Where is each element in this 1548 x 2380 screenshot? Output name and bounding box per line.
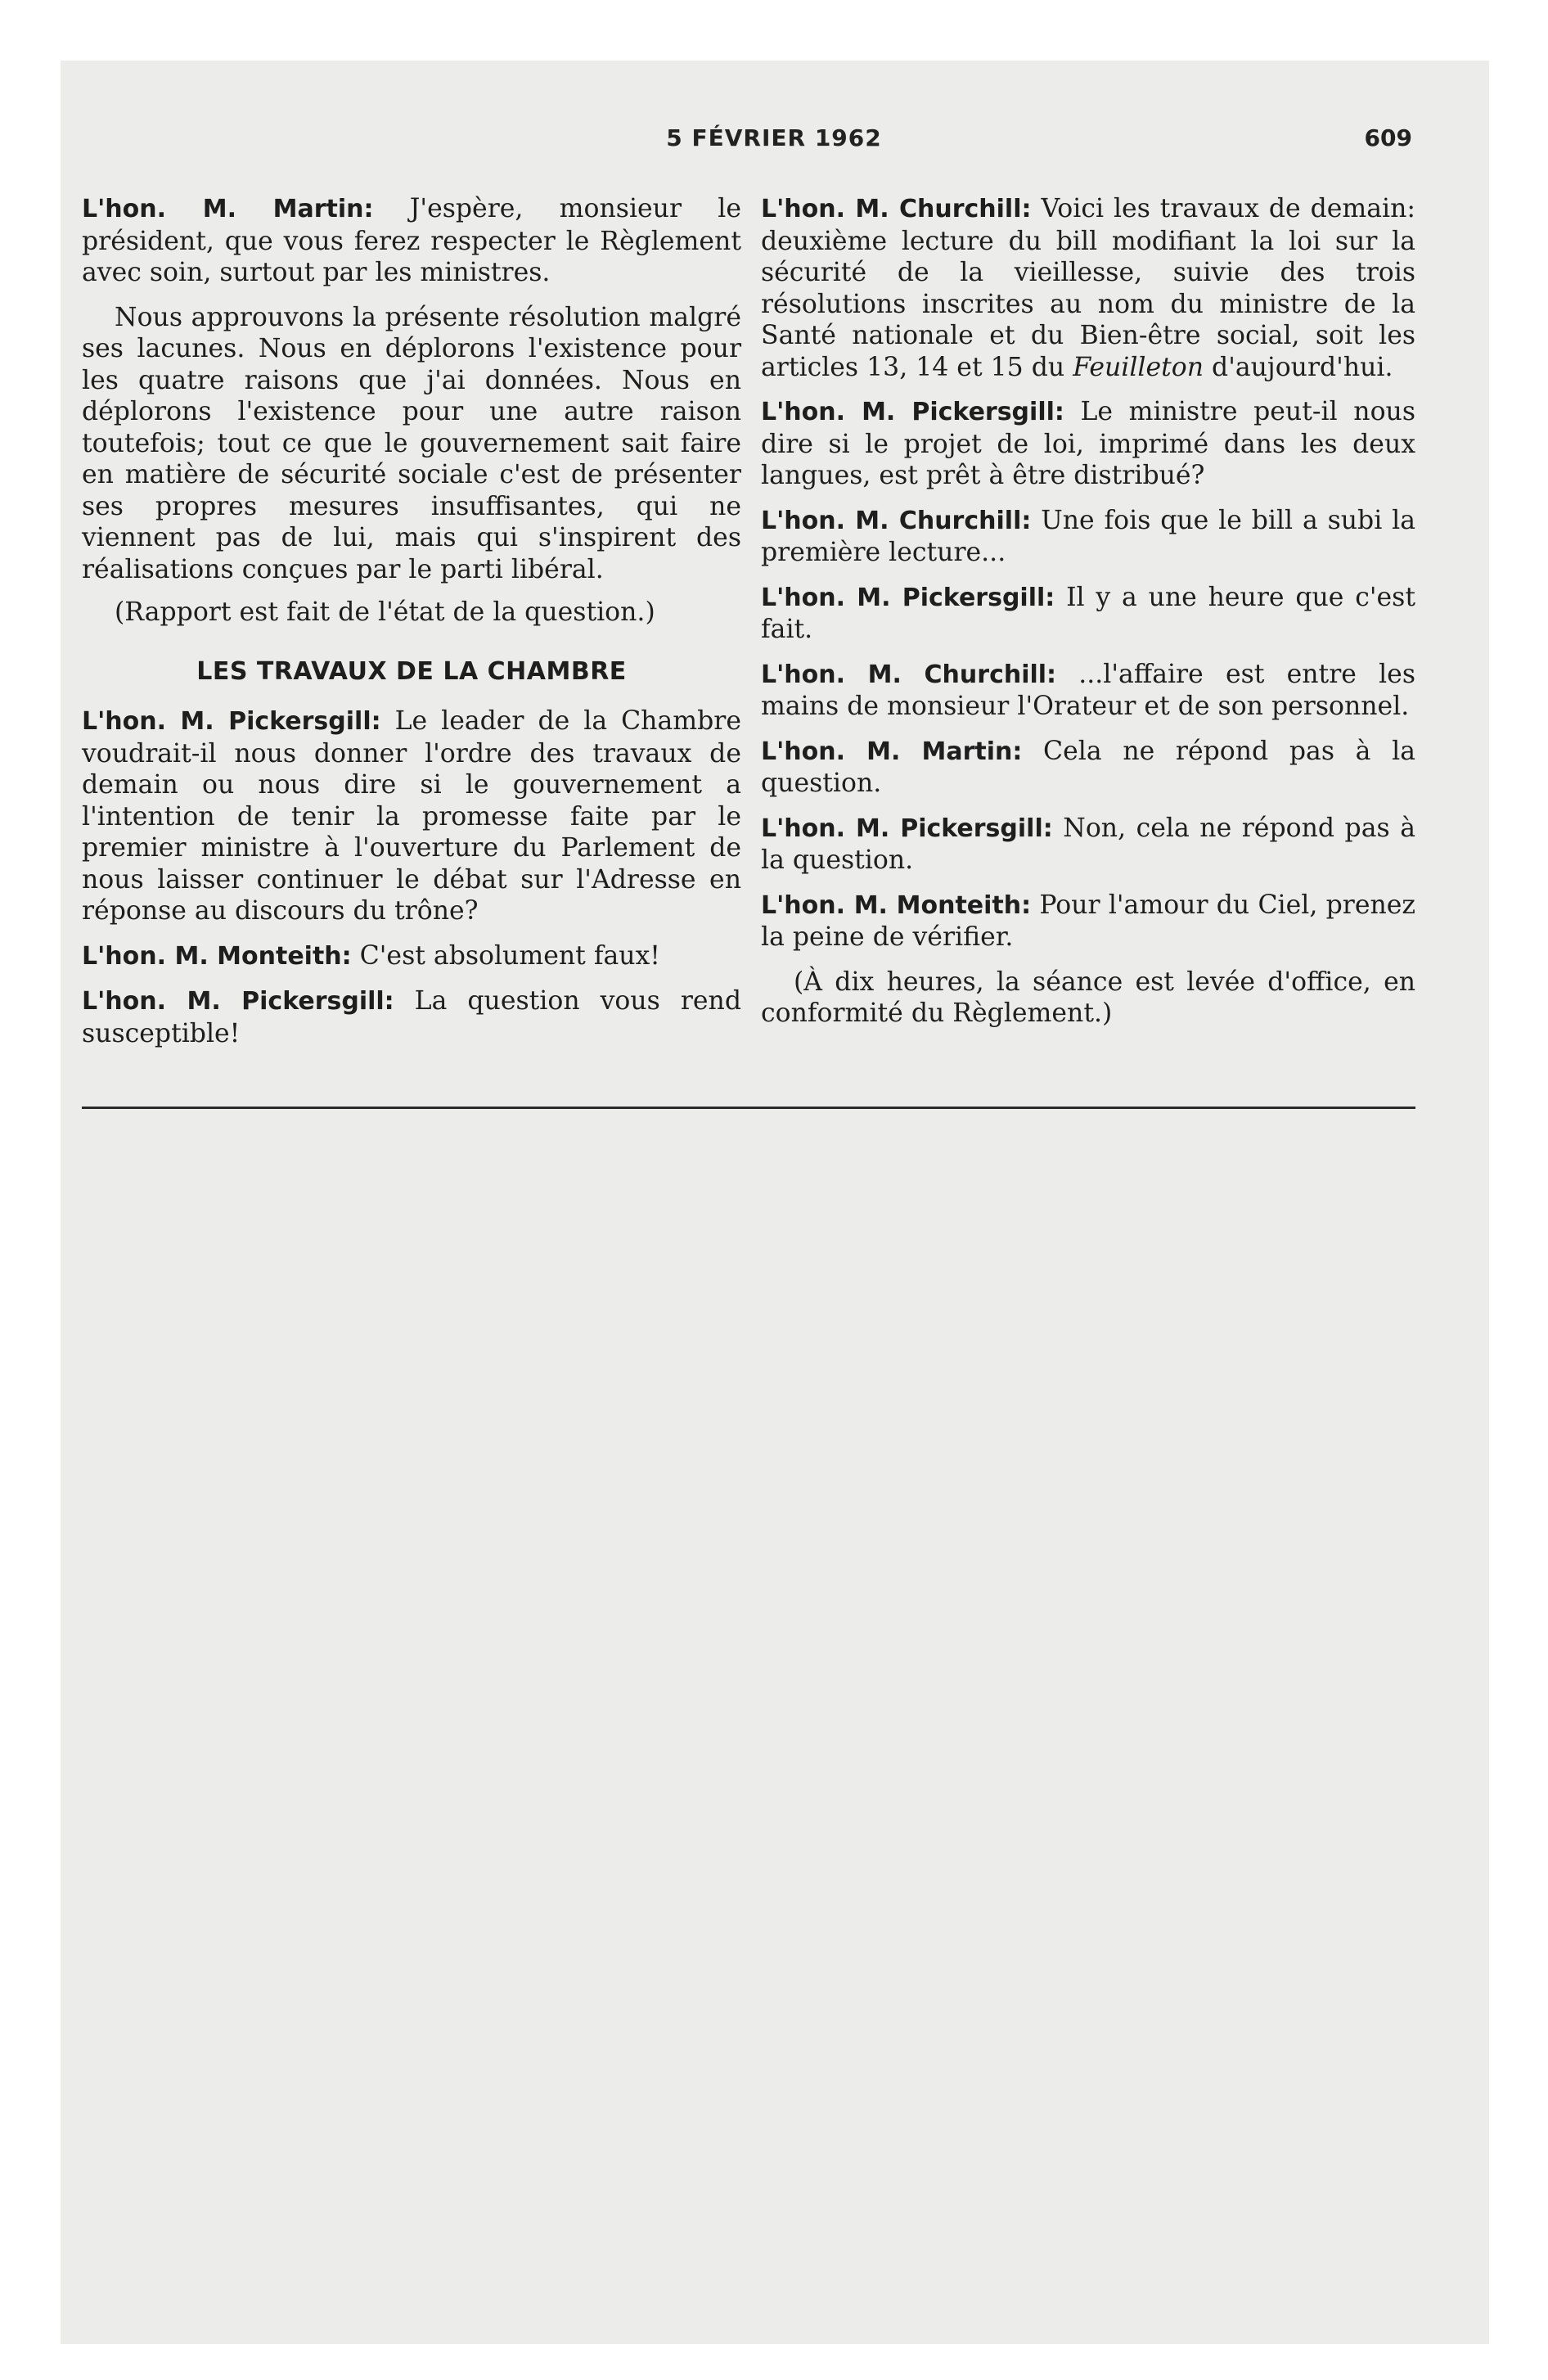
speaker-name: L'hon. M. Monteith: [761, 890, 1032, 920]
speech-text: La question vous rend susceptible! [82, 986, 741, 1048]
speech-text: Le leader de la Chambre voudrait-il nous donner l'ordre des travaux de demain ou nous dire si le gouvernement a l'intention de tenir la promesse faite par le premier ministre à l'ouverture du Parlement de nous laisser continuer le débat sur l'Adresse en réponse au discours du trône? [82, 706, 741, 926]
speech-churchill [761, 505, 1415, 569]
paragraph: Nous approuvons la présente résolution malgré ses lacunes. Nous en déplorons l'existence pour les quatre raisons que j'ai données. Nous en déplorons l'existence pour une autre raison toutefois; tout ce que le gouvernement sait faire en matière de sécurité sociale c'est de présenter ses propres mesures insuffisantes, qui ne viennent pas de lui, mais qui s'inspirent des réalisations conçues par le parti libéral. [82, 302, 741, 584]
horizontal-rule [82, 1107, 1415, 1109]
speech-text: Une fois que le bill a subi la première lecture... [761, 505, 1415, 567]
speech-monteith [82, 940, 741, 973]
speaker-name: L'hon. M. Churchill: [761, 506, 1032, 535]
speech-text: Le ministre peut-il nous dire si le projet de loi, imprimé dans les deux langues, est prêt à être distribué? [761, 397, 1415, 490]
speech-text: Cela ne répond pas à la question. [761, 736, 1415, 798]
speaker-name: L'hon. M. Churchill: [761, 195, 1032, 223]
speaker-name: L'hon. M. Monteith: [82, 941, 352, 971]
speech-pickersgill [761, 396, 1415, 492]
speech-text: d'aujourd'hui. [1204, 352, 1393, 382]
right-column [761, 193, 1415, 1041]
speaker-name: L'hon. M. Martin: [82, 195, 374, 223]
speaker-name: L'hon. M. Churchill: [761, 660, 1057, 689]
speech-pickersgill [761, 813, 1415, 877]
speaker-name: L'hon. M. Pickersgill: [761, 398, 1064, 426]
speech-text: Non, cela ne répond pas à la question. [761, 813, 1415, 875]
speech-martin [82, 193, 741, 289]
page-header [0, 124, 1548, 165]
speech-pickersgill [82, 985, 741, 1049]
paragraph-adjournment: (À dix heures, la séance est levée d'office, en conformité du Règlement.) [761, 967, 1415, 1028]
speech-text-italic: Feuilleton [1073, 352, 1204, 382]
speech-text: ...l'affaire est entre les mains de monsieur l'Orateur et de son personnel. [761, 659, 1415, 721]
speaker-name: L'hon. M. Pickersgill: [82, 987, 394, 1016]
section-heading: LES TRAVAUX DE LA CHAMBRE [196, 656, 627, 686]
speaker-name: L'hon. M. Pickersgill: [761, 814, 1053, 843]
speech-martin [761, 736, 1415, 800]
speaker-name: L'hon. M. Martin: [761, 737, 1023, 766]
speech-churchill [761, 193, 1415, 383]
speech-text: J'espère, monsieur le président, que vous ferez respecter le Règlement avec soin, surtout par les ministres. [82, 194, 741, 287]
speech-text: Pour l'amour du Ciel, prenez la peine de vérifier. [761, 890, 1415, 952]
speech-text: C'est absolument faux! [351, 940, 660, 971]
speech-text: Il y a une heure que c'est fait. [761, 582, 1415, 644]
header-date: 5 FÉVRIER 1962 [666, 124, 882, 151]
speaker-name: L'hon. M. Pickersgill: [761, 583, 1055, 612]
page-number: 609 [1364, 124, 1412, 151]
speech-monteith [761, 890, 1415, 953]
left-column [82, 193, 741, 1062]
speaker-name: L'hon. M. Pickersgill: [82, 707, 381, 736]
speech-churchill [761, 659, 1415, 723]
speech-pickersgill [761, 582, 1415, 646]
speech-text: Voici les travaux de demain: deuxième lecture du bill modifiant la loi sur la sécurité de la vieillesse, suivie des trois résolutions inscrites au nom du ministre de la Santé nationale et du Bien-être social, soit les articles 13, 14 et 15 du [761, 194, 1415, 382]
speech-pickersgill [82, 705, 741, 927]
paragraph-report: (Rapport est fait de l'état de la question.) [115, 597, 655, 627]
